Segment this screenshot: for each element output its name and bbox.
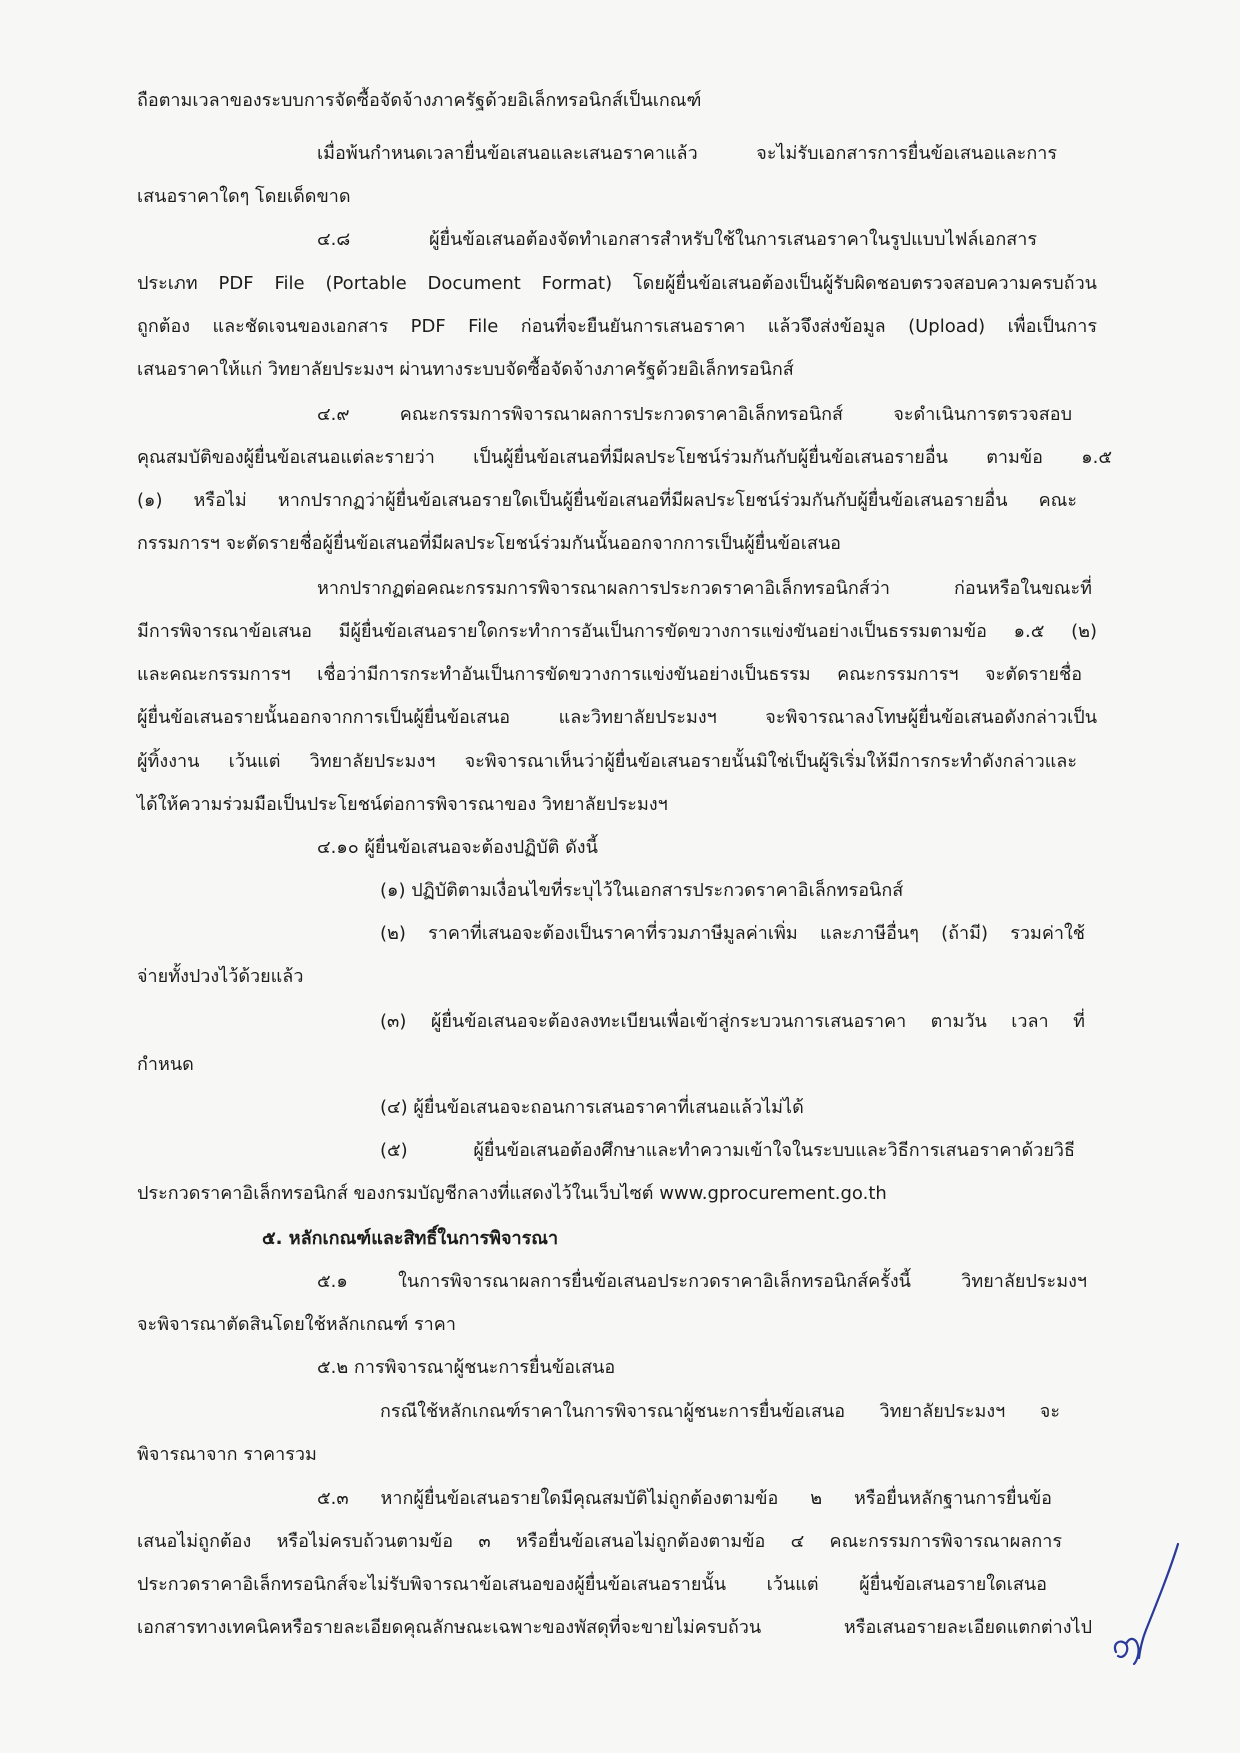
text-line: ๔.๘ ผู้ยื่นข้อเสนอต้องจัดทำเอกสารสำหรับใช้ในการเสนอราคาในรูปแบบไฟล์เอกสาร: [317, 229, 1037, 250]
text-line: (๒) ราคาที่เสนอจะต้องเป็นราคาที่รวมภาษีมูลค่าเพิ่ม และภาษีอื่นๆ (ถ้ามี) รวมค่าใช้: [380, 923, 1085, 944]
text-line: ถือตามเวลาของระบบการจัดซื้อจัดจ้างภาครัฐด้วยอิเล็กทรอนิกส์เป็นเกณฑ์: [137, 90, 702, 111]
text-line: กำหนด: [137, 1054, 194, 1075]
text-line: (๑) หรือไม่ หากปรากฏว่าผู้ยื่นข้อเสนอรายใดเป็นผู้ยื่นข้อเสนอที่มีผลประโยชน์ร่วมกันกับผู้ยื่นข้อเสนอรายอื่น คณะ: [137, 490, 1077, 511]
text-line: มีการพิจารณาข้อเสนอ มีผู้ยื่นข้อเสนอรายใดกระทำการอันเป็นการขัดขวางการแข่งขันอย่างเป็นธรรมตามข้อ ๑.๕ (๒): [137, 621, 1097, 642]
text-line: และคณะกรรมการฯ เชื่อว่ามีการกระทำอันเป็นการขัดขวางการแข่งขันอย่างเป็นธรรม คณะกรรมการฯ จะตัดรายชื่อ: [137, 664, 1082, 685]
text-line: ๕.๒ การพิจารณาผู้ชนะการยื่นข้อเสนอ: [317, 1357, 616, 1378]
text-line: ถูกต้อง และชัดเจนของเอกสาร PDF File ก่อนที่จะยืนยันการเสนอราคา แล้วจึงส่งข้อมูล (Upload) เพื่อเป็นการ: [137, 316, 1097, 337]
text-line: เสนอไม่ถูกต้อง หรือไม่ครบถ้วนตามข้อ ๓ หรือยื่นข้อเสนอไม่ถูกต้องตามข้อ ๔ คณะกรรมการพิจารณาผลการ: [137, 1531, 1062, 1552]
text-line: (๑) ปฏิบัติตามเงื่อนไขที่ระบุไว้ในเอกสารประกวดราคาอิเล็กทรอนิกส์: [380, 880, 904, 901]
text-line: คุณสมบัติของผู้ยื่นข้อเสนอแต่ละรายว่า เป็นผู้ยื่นข้อเสนอที่มีผลประโยชน์ร่วมกันกับผู้ยื่นข้อเสนอรายอื่น ตามข้อ ๑.๕: [137, 447, 1112, 468]
text-line: เสนอราคาใดๆ โดยเด็ดขาด: [137, 186, 351, 207]
text-line: ๔.๙ คณะกรรมการพิจารณาผลการประกวดราคาอิเล็กทรอนิกส์ จะดำเนินการตรวจสอบ: [317, 404, 1072, 425]
text-line: เสนอราคาให้แก่ วิทยาลัยประมงฯ ผ่านทางระบบจัดซื้อจัดจ้างภาครัฐด้วยอิเล็กทรอนิกส์: [137, 359, 794, 380]
text-line: (๓) ผู้ยื่นข้อเสนอจะต้องลงทะเบียนเพื่อเข้าสู่กระบวนการเสนอราคา ตามวัน เวลา ที่: [380, 1011, 1085, 1032]
text-line: กรณีใช้หลักเกณฑ์ราคาในการพิจารณาผู้ชนะการยื่นข้อเสนอ วิทยาลัยประมงฯ จะ: [380, 1401, 1060, 1422]
text-line: (๕) ผู้ยื่นข้อเสนอต้องศึกษาและทำความเข้าใจในระบบและวิธีการเสนอราคาด้วยวิธี: [380, 1140, 1075, 1161]
text-line: ประกวดราคาอิเล็กทรอนิกส์จะไม่รับพิจารณาข้อเสนอของผู้ยื่นข้อเสนอรายนั้น เว้นแต่ ผู้ยื่นข้อเสนอรายใดเสนอ: [137, 1574, 1047, 1595]
text-line: จ่ายทั้งปวงไว้ด้วยแล้ว: [137, 966, 304, 987]
text-line: (๔) ผู้ยื่นข้อเสนอจะถอนการเสนอราคาที่เสนอแล้วไม่ได้: [380, 1097, 804, 1118]
text-line: ๕.๑ ในการพิจารณาผลการยื่นข้อเสนอประกวดราคาอิเล็กทรอนิกส์ครั้งนี้ วิทยาลัยประมงฯ: [317, 1271, 1087, 1292]
text-line: ประกวดราคาอิเล็กทรอนิกส์ ของกรมบัญชีกลางที่แสดงไว้ในเว็บไซต์ www.gprocurement.go.th: [137, 1183, 887, 1204]
text-line: เมื่อพ้นกำหนดเวลายื่นข้อเสนอและเสนอราคาแล้ว จะไม่รับเอกสารการยื่นข้อเสนอและการ: [317, 143, 1057, 164]
text-line: ๔.๑๐ ผู้ยื่นข้อเสนอจะต้องปฏิบัติ ดังนี้: [317, 837, 598, 858]
text-line: เอกสารทางเทคนิคหรือรายละเอียดคุณลักษณะเฉพาะของพัสดุที่จะขายไม่ครบถ้วน หรือเสนอรายละเอียดแตกต่างไป: [137, 1617, 1092, 1638]
text-line: กรรมการฯ จะตัดรายชื่อผู้ยื่นข้อเสนอที่มีผลประโยชน์ร่วมกันนั้นออกจากการเป็นผู้ยื่นข้อเสนอ: [137, 533, 841, 554]
text-line: ประเภท PDF File (Portable Document Format) โดยผู้ยื่นข้อเสนอต้องเป็นผู้รับผิดชอบตรวจสอบความครบถ้วน: [137, 273, 1097, 294]
text-line: ๕.๓ หากผู้ยื่นข้อเสนอรายใดมีคุณสมบัติไม่ถูกต้องตามข้อ ๒ หรือยื่นหลักฐานการยื่นข้อ: [317, 1488, 1052, 1509]
text-line: ผู้ทิ้งงาน เว้นแต่ วิทยาลัยประมงฯ จะพิจารณาเห็นว่าผู้ยื่นข้อเสนอรายนั้นมิใช่เป็นผู้ริเริ่มให้มีการกระทำดังกล่าวและ: [137, 751, 1077, 772]
signature-initial: [1100, 1540, 1190, 1670]
section-heading: ๕. หลักเกณฑ์และสิทธิ์ในการพิจารณา: [262, 1228, 559, 1249]
text-line: ผู้ยื่นข้อเสนอรายนั้นออกจากการเป็นผู้ยื่นข้อเสนอ และวิทยาลัยประมงฯ จะพิจารณาลงโทษผู้ยื่นข้อเสนอดังกล่าวเป็น: [137, 707, 1097, 728]
text-line: จะพิจารณาตัดสินโดยใช้หลักเกณฑ์ ราคา: [137, 1314, 456, 1335]
text-line: หากปรากฏต่อคณะกรรมการพิจารณาผลการประกวดราคาอิเล็กทรอนิกส์ว่า ก่อนหรือในขณะที่: [317, 578, 1092, 599]
text-line: พิจารณาจาก ราคารวม: [137, 1444, 317, 1465]
text-line: ได้ให้ความร่วมมือเป็นประโยชน์ต่อการพิจารณาของ วิทยาลัยประมงฯ: [137, 794, 668, 815]
